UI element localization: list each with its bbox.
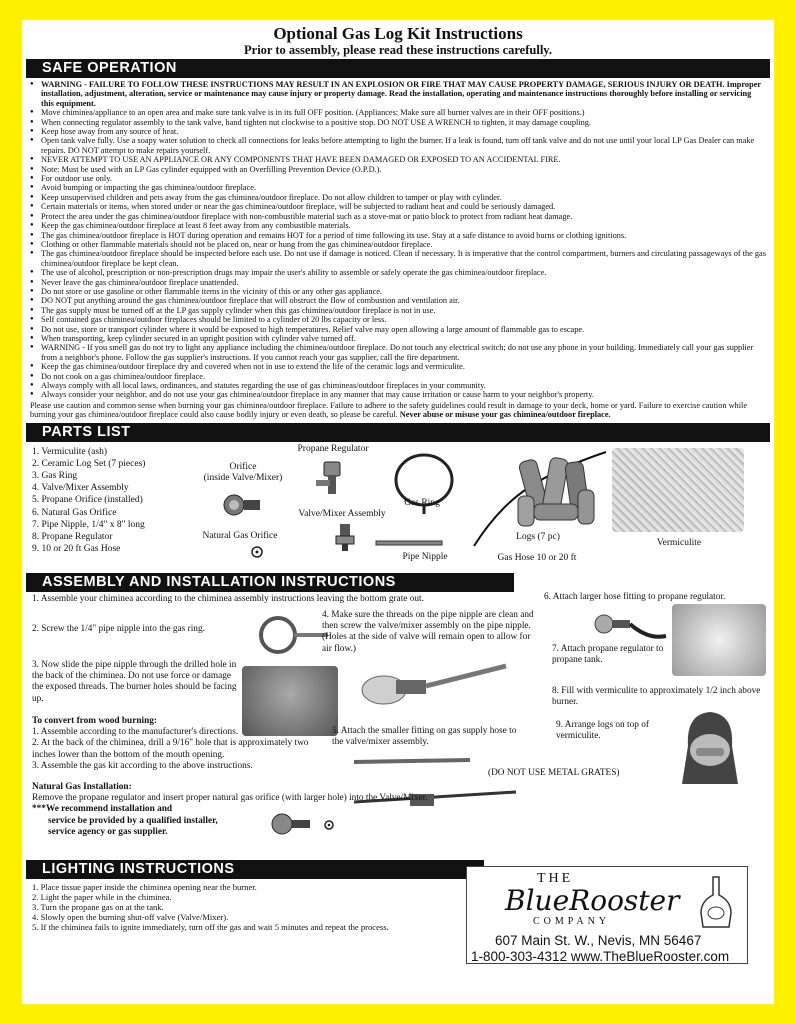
safety-item: ● Do not cook on a gas chiminea/outdoor fireplace.: [30, 372, 766, 381]
assembly-heading: ASSEMBLY AND INSTALLATION INSTRUCTIONS: [26, 573, 514, 592]
wood-conversion-heading: To convert from wood burning:: [32, 715, 157, 726]
natural-gas-orifice-label: Natural Gas Orifice: [202, 530, 278, 541]
part-item: 9. 10 or 20 ft Gas Hose: [32, 544, 121, 555]
pipe-nipple-label: Pipe Nipple: [402, 551, 448, 562]
safety-item: ● Move chiminea/appliance to an open area and make sure tank valve is in its full OFF position. (Appliances: Make sure all burner valves are in their OFF positions.): [30, 108, 766, 117]
logo-name: BlueRooster: [505, 884, 680, 917]
chiminea-logo-icon: [691, 873, 741, 929]
safety-item: ● When transporting, keep cylinder secured in an upright position with cylinder valve turned off.: [30, 334, 766, 343]
lighting-step: 5. If the chiminea fails to ignite immediately, turn off the gas and wait 5 minutes and repeat the process.: [32, 922, 389, 933]
safety-item: ● WARNING - If you smell gas do not try to light any appliance including the chiminea/outdoor fireplace. Do not touch any electrical switch; do not use any phone in your building. Immediately call your gas supplier from a neighbor's phone. Follow the gas supplier's instructions. If you cannot reach your gas supplier, call the fire department.: [30, 343, 766, 362]
natural-gas-orifice-icon: [250, 545, 264, 559]
safety-item: ● The use of alcohol, prescription or non-prescription drugs may impair the user's ability to assemble or safely operate the gas chiminea/outdoor fireplace.: [30, 268, 766, 277]
safety-item: ● Note: Must be used with an LP Gas cylinder equipped with an Overfilling Prevention Device (O.P.D.).: [30, 165, 766, 174]
safety-item: ● When connecting regulator assembly to the tank valve, hand tighten nut clockwise to a positive stop. DO NOT USE A WRENCH to tighten, it may damage coupling.: [30, 118, 766, 127]
safety-item: ● Do not store or use gasoline or other flammable items in the vicinity of this or any other gas appliance.: [30, 287, 766, 296]
safety-item: ● Open tank valve fully. Use a soapy water solution to check all connections for leaks before attempting to light the burner. If a leak is found, turn off tank valve and do not use until your local LP Gas Dealer can make repairs. DO NOT attempt to make repairs yourself.: [30, 136, 766, 155]
assembly-area: [22, 592, 774, 860]
safety-item: ● Protect the area under the gas chiminea/outdoor fireplace with non-combustible material such as a stove-mat or patio block to protect from radiant heat damage.: [30, 212, 766, 221]
safety-item: ● Certain materials or items, when stored under or near the gas chiminea/outdoor fireplace, will be subjected to radiant heat and could be seriously damaged.: [30, 202, 766, 211]
natural-gas-heading: Natural Gas Installation:: [32, 781, 132, 792]
page-title: Optional Gas Log Kit Instructions: [273, 24, 523, 43]
assembly-step-1: 1. Assemble your chiminea according to the chiminea assembly instructions leaving the bottom grate out.: [32, 593, 424, 604]
safety-closing: [22, 400, 774, 423]
recommend-line-3: service agency or gas supplier.: [48, 827, 168, 838]
safety-item: ● Keep the gas chiminea/outdoor fireplace dry and covered when not in use to extend the life of the ceramic logs and vermiculite.: [30, 362, 766, 371]
wood-step: 1. Assemble according to the manufacturer's directions.: [32, 727, 239, 738]
no-metal-grates-note: (DO NOT USE METAL GRATES): [488, 767, 620, 778]
safety-item: ● NEVER ATTEMPT TO USE AN APPLIANCE OR ANY COMPONENTS THAT HAVE BEEN DAMAGED OR EXPOSED TO AN ACCIDENTAL FIRE.: [30, 155, 766, 164]
part-item: 5. Propane Orifice (installed): [32, 495, 143, 506]
natural-orifice-small-icon: [322, 818, 336, 832]
safety-item: ● Clothing or other flammable materials should not be placed on, near or hung from the gas chiminea/outdoor fireplace.: [30, 240, 766, 249]
assembly-step-5: 5. Attach the smaller fitting on gas supply hose to the valve/mixer assembly.: [332, 725, 517, 748]
vermiculite-label: Vermiculite: [656, 537, 702, 548]
lighting-step: 1. Place tissue paper inside the chiminea opening near the burner.: [32, 881, 257, 892]
gas-ring-label: Gas Ring: [404, 497, 440, 508]
recommend-line-1: ***We recommend installation and: [32, 804, 173, 815]
regulator-hose-illustration: [588, 606, 668, 644]
recommend-line-2: service be provided by a qualified installer,: [48, 815, 218, 826]
logo-the: THE: [537, 871, 574, 886]
assembly-step-8: 8. Fill with vermiculite to approximately 1/2 inch above burner.: [552, 685, 761, 708]
part-item: 8. Propane Regulator: [32, 532, 113, 543]
part-item: 4. Valve/Mixer Assembly: [32, 483, 129, 494]
part-item: 3. Gas Ring: [32, 471, 78, 482]
assembly-step-4: 4. Make sure the threads on the pipe nipple are clean and then screw the valve/mixer assembly on the pipe nipple. (Holes at the side of valve will remain open to allow for air flow.): [322, 609, 534, 654]
safety-closing-text: Please use caution and common sense when burning your gas chiminea/outdoor fireplace. Failure to adhere to the safety guidelines could result in damage to your deck, home or yard. Failure to exercise caution while burning your gas chiminea/outdoor fireplace could also cause bodily injury or even death, so please be careful.: [30, 400, 747, 420]
gas-hose-label: Gas Hose 10 or 20 ft: [497, 552, 577, 563]
pipe-nipple-illustration: [374, 538, 444, 548]
parts-area: [22, 442, 774, 573]
natural-gas-installation: [32, 782, 492, 839]
lighting-heading: LIGHTING INSTRUCTIONS: [26, 860, 484, 879]
safety-item: ● The gas chiminea/outdoor fireplace is HOT during operation and remains HOT for a period of time following its use. Stay at a safe distance to avoid burns or clothing ignitions.: [30, 231, 766, 240]
safe-operation-list: [22, 78, 774, 400]
part-item: 6. Natural Gas Orifice: [32, 507, 117, 518]
safety-item: ● Keep the gas chiminea/outdoor fireplace at least 8 feet away from any combustible materials.: [30, 221, 766, 230]
logo-company: COMPANY: [533, 916, 611, 927]
lighting-step: 2. Light the paper while in the chiminea.: [32, 891, 172, 902]
safety-item: ● Always comply with all local laws, ordinances, and statutes regarding the use of gas chimineas/outdoor fireplaces in your community.: [30, 381, 766, 390]
safety-item: ● For outdoor use only.: [30, 174, 766, 183]
gas-ring-nipple-illustration: [250, 614, 330, 656]
safety-item: ● Never leave the gas chiminea/outdoor fireplace unattended.: [30, 278, 766, 287]
lighting-step: 4. Slowly open the burning shut-off valve (Valve/Mixer).: [32, 912, 229, 923]
company-address: 607 Main St. W., Nevis, MN 56467: [495, 933, 702, 948]
safety-item: ● Keep unsupervised children and pets away from the gas chiminea/outdoor fireplace. Do not allow children to tamper or play with cylinder.: [30, 193, 766, 202]
safety-item: ● Keep hose away from any source of heat.: [30, 127, 766, 136]
lighting-step: 3. Turn the propane gas on at the tank.: [32, 902, 164, 913]
wood-step: 2. At the back of the chiminea, drill a 9/16" hole that is approximately two inches lower than the bottom of the mouth opening.: [32, 738, 309, 760]
parts-list: [32, 446, 145, 556]
natural-orifice-valve-icon: [268, 810, 318, 838]
assembly-step-2: 2. Screw the 1/4" pipe nipple into the gas ring.: [32, 623, 205, 634]
valve-on-nipple-illustration: [358, 662, 508, 708]
safety-item: ● Avoid bumping or impacting the gas chiminea/outdoor fireplace.: [30, 183, 766, 192]
wood-conversion: [32, 716, 322, 773]
page-subtitle: Prior to assembly, please read these instructions carefully.: [244, 43, 552, 57]
part-item: 1. Vermiculite (ash): [32, 446, 108, 457]
safety-closing-bold: Never abuse or misuse your gas chiminea/outdoor fireplace.: [399, 410, 611, 420]
natural-gas-text: Remove the propane regulator and insert proper natural gas orifice (with larger hole) into the Valve/Mixer.: [32, 793, 428, 804]
valve-mixer-label: Valve/Mixer Assembly: [298, 508, 386, 519]
safety-item: ● The gas supply must be turned off at the LP gas supply cylinder when this gas chiminea/outdoor fireplace is not in use.: [30, 306, 766, 315]
instruction-sheet: [22, 20, 774, 1004]
assembly-step-7: 7. Attach propane regulator to propane tank.: [552, 643, 664, 666]
wood-step: 3. Assemble the gas kit according to the above instructions.: [32, 761, 253, 772]
orifice-label: Orifice (inside Valve/Mixer): [203, 461, 283, 483]
vermiculite-photo: [612, 448, 744, 532]
valve-mixer-illustration: [332, 522, 358, 552]
assembly-step-6: 6. Attach larger hose fitting to propane regulator.: [544, 591, 726, 602]
safety-item: ● Do not use, store or transport cylinder where it would be exposed to high temperatures. Relief valve may open allowing a large amount of flammable gas to escape.: [30, 325, 766, 334]
safety-item: ● The gas chiminea/outdoor fireplace should be inspected before each use. Do not use if damage is noticed. Clean if necessary. It is imperative that the control compartment, burners and circulating passageways of the gas chiminea/outdoor fireplace be kept clean.: [30, 249, 766, 268]
safety-item: ● Self contained gas chiminea/outdoor fireplaces should be limited to a cylinder of 20 lbs capacity or less.: [30, 315, 766, 324]
safety-item: ● DO NOT put anything around the gas chiminea/outdoor fireplace that will obstruct the flow of combustion and ventilation air.: [30, 296, 766, 305]
blue-rooster-logo-box: [466, 866, 748, 964]
propane-regulator-illustration: [314, 458, 354, 498]
safety-item: ● WARNING - FAILURE TO FOLLOW THESE INSTRUCTIONS MAY RESULT IN AN EXPLOSION OR FIRE THAT MAY CAUSE PROPERTY DAMAGE, SERIOUS INJURY OR DEATH. Improper installation, adjustment, alteration, service or maintenance may cause injury or property damage. Read the installation, operating and maintenance instructions thoroughly before installing or servicing this equipment.: [30, 80, 766, 108]
part-item: 2. Ceramic Log Set (7 pieces): [32, 458, 146, 469]
logs-label: Logs (7 pc): [516, 531, 560, 542]
safe-operation-heading: SAFE OPERATION: [26, 59, 770, 78]
propane-regulator-label: Propane Regulator: [297, 443, 369, 454]
propane-tank-photo: [672, 604, 766, 676]
safety-item: ● Always consider your neighbor, and do not use your gas chiminea/outdoor fireplace in any manner that may cause irritation or cause harm to your neighbor's property.: [30, 390, 766, 399]
part-item: 7. Pipe Nipple, 1/4" x 8" long: [32, 519, 145, 530]
assembly-step-9: 9. Arrange logs on top of vermiculite.: [556, 719, 649, 742]
assembly-step-3: 3. Now slide the pipe nipple through the drilled hole in the back of the chiminea. Do not use force or damage the exposed threads. The burner holes should be facing up.: [32, 659, 237, 704]
company-phone-website: 1-800-303-4312 www.TheBlueRooster.com: [471, 949, 730, 964]
orifice-illustration: [220, 490, 264, 520]
parts-list-heading: PARTS LIST: [26, 423, 770, 442]
